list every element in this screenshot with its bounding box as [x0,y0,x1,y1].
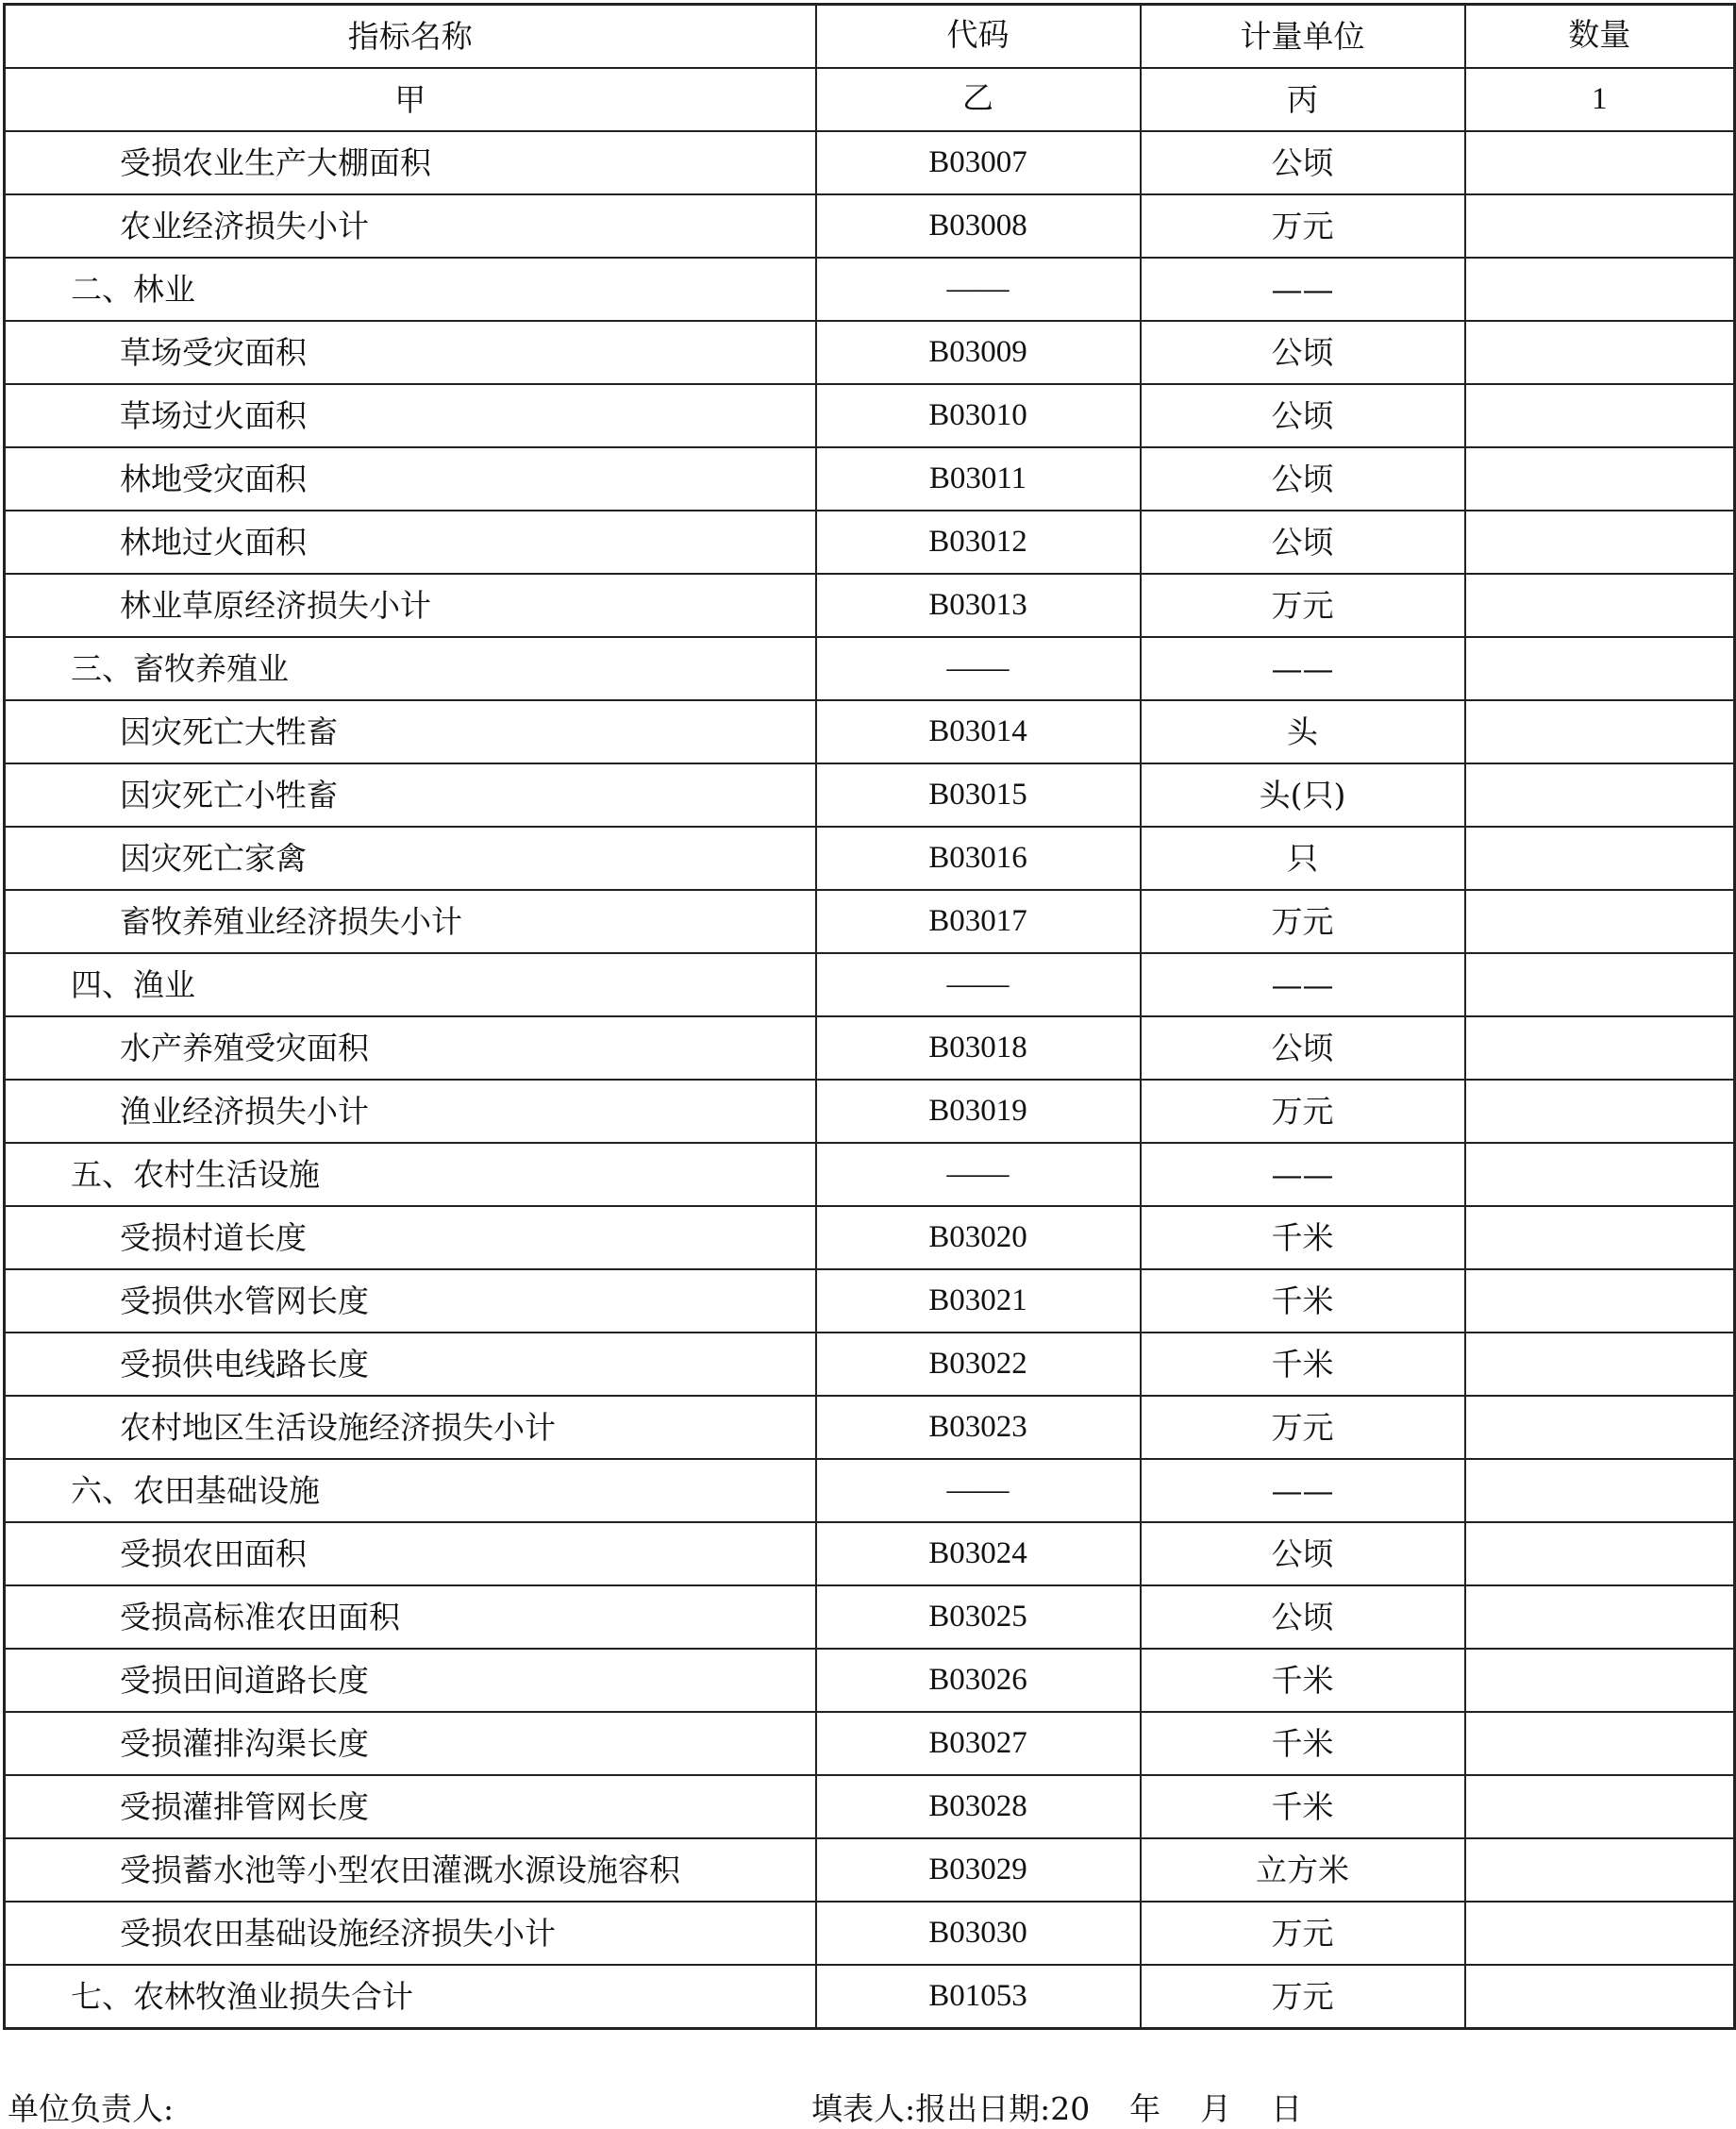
indicator-code-cell: B03015 [816,763,1141,827]
indicator-name-cell: 三、畜牧养殖业 [5,637,816,700]
indicator-code-cell: B03020 [816,1206,1141,1269]
unit-cell: 公顷 [1141,1016,1465,1080]
indicator-name-cell: 草场过火面积 [5,384,816,447]
unit-cell: 万元 [1141,1396,1465,1459]
table-row [5,700,1735,763]
indicator-name-cell: 受损田间道路长度 [5,1649,816,1712]
quantity-cell [1465,384,1735,447]
indicator-name-cell: 林地过火面积 [5,511,816,574]
footer-unit-head: 单位负责人: [8,2090,175,2127]
indicator-code-cell: B03029 [816,1838,1141,1902]
indicator-code-cell: B03019 [816,1080,1141,1143]
quantity-cell [1465,258,1735,321]
header-code-cell: 代码 [816,5,1141,69]
quantity-cell [1465,637,1735,700]
table-row [5,1206,1735,1269]
indicator-code-cell: —— [816,1459,1141,1522]
indicator-name-cell: 水产养殖受灾面积 [5,1016,816,1080]
unit-cell: 千米 [1141,1269,1465,1333]
indicator-name-cell: 因灾死亡小牲畜 [5,763,816,827]
indicator-name-cell: 受损供水管网长度 [5,1269,816,1333]
table-row [5,827,1735,890]
unit-cell: 头 [1141,700,1465,763]
quantity-cell [1465,1459,1735,1522]
unit-cell: 万元 [1141,1902,1465,1965]
unit-cell: 万元 [1141,194,1465,258]
quantity-cell [1465,700,1735,763]
indicator-code-cell: —— [816,258,1141,321]
quantity-cell [1465,1585,1735,1649]
unit-cell: 公顷 [1141,1585,1465,1649]
unit-cell: —— [1141,953,1465,1016]
indicator-code-cell: B01053 [816,1965,1141,2029]
indicator-code-cell: B03024 [816,1522,1141,1585]
indicator-code-cell: —— [816,953,1141,1016]
table-row [5,447,1735,511]
table-row [5,763,1735,827]
quantity-cell [1465,1269,1735,1333]
quantity-cell [1465,763,1735,827]
quantity-cell [1465,827,1735,890]
unit-cell: 公顷 [1141,384,1465,447]
indicator-name-cell: 受损供电线路长度 [5,1333,816,1396]
indicator-name-cell: 受损蓄水池等小型农田灌溉水源设施容积 [5,1838,816,1902]
table-row [5,1459,1735,1522]
indicator-name-cell: 林地受灾面积 [5,447,816,511]
indicator-code-cell: B03021 [816,1269,1141,1333]
unit-cell: 千米 [1141,1333,1465,1396]
quantity-cell [1465,1333,1735,1396]
table-row [5,1838,1735,1902]
table-row [5,890,1735,953]
indicator-name-cell: 受损村道长度 [5,1206,816,1269]
indicator-code-cell: —— [816,637,1141,700]
unit-cell: —— [1141,637,1465,700]
indicator-code-cell: B03014 [816,700,1141,763]
header-name-cell: 指标名称 [5,5,816,69]
quantity-cell [1465,1965,1735,2029]
table-row [5,1649,1735,1712]
table-row [5,321,1735,384]
indicator-name-cell: 草场受灾面积 [5,321,816,384]
indicator-name-cell: 受损农田面积 [5,1522,816,1585]
header-unit-cell: 计量单位 [1141,5,1465,69]
indicator-name-cell: 受损农田基础设施经济损失小计 [5,1902,816,1965]
table-row [5,1269,1735,1333]
indicator-code-cell: B03008 [816,194,1141,258]
quantity-cell [1465,1649,1735,1712]
quantity-cell [1465,131,1735,194]
subheader-unit-cell: 丙 [1141,68,1465,131]
header-row [5,5,1735,69]
quantity-cell [1465,1712,1735,1775]
unit-cell: 万元 [1141,890,1465,953]
table-row [5,511,1735,574]
quantity-cell [1465,1396,1735,1459]
indicator-code-cell: B03009 [816,321,1141,384]
indicator-name-cell: 四、渔业 [5,953,816,1016]
indicator-name-cell: 林业草原经济损失小计 [5,574,816,637]
unit-cell: 万元 [1141,1080,1465,1143]
quantity-cell [1465,1143,1735,1206]
table-row [5,1016,1735,1080]
quantity-cell [1465,890,1735,953]
quantity-cell [1465,953,1735,1016]
table-row [5,194,1735,258]
table-row [5,953,1735,1016]
unit-cell: 千米 [1141,1206,1465,1269]
indicator-code-cell: B03017 [816,890,1141,953]
indicator-name-cell: 受损灌排沟渠长度 [5,1712,816,1775]
table-row [5,258,1735,321]
indicator-code-cell: B03025 [816,1585,1141,1649]
header-qty-cell: 数量 [1465,5,1735,69]
table-row [5,1775,1735,1838]
indicator-name-cell: 五、农村生活设施 [5,1143,816,1206]
quantity-cell [1465,574,1735,637]
indicator-code-cell: B03022 [816,1333,1141,1396]
indicator-code-cell: B03016 [816,827,1141,890]
indicator-code-cell: B03010 [816,384,1141,447]
quantity-cell [1465,1080,1735,1143]
indicator-name-cell: 因灾死亡家禽 [5,827,816,890]
unit-cell: 千米 [1141,1649,1465,1712]
table-row [5,574,1735,637]
unit-cell: 立方米 [1141,1838,1465,1902]
indicator-name-cell: 七、农林牧渔业损失合计 [5,1965,816,2029]
quantity-cell [1465,321,1735,384]
table-row [5,384,1735,447]
indicator-name-cell: 农村地区生活设施经济损失小计 [5,1396,816,1459]
indicator-code-cell: B03023 [816,1396,1141,1459]
table-row [5,1396,1735,1459]
indicator-code-cell: B03027 [816,1712,1141,1775]
quantity-cell [1465,511,1735,574]
unit-cell: —— [1141,258,1465,321]
subheader-code-cell: 乙 [816,68,1141,131]
unit-cell: 公顷 [1141,447,1465,511]
table-row [5,1902,1735,1965]
unit-cell: 千米 [1141,1712,1465,1775]
table-row [5,1965,1735,2029]
unit-cell: 公顷 [1141,321,1465,384]
subheader-name-cell: 甲 [5,68,816,131]
indicator-code-cell: B03028 [816,1775,1141,1838]
quantity-cell [1465,1775,1735,1838]
unit-cell: 万元 [1141,574,1465,637]
table-row [5,131,1735,194]
indicator-code-cell: B03026 [816,1649,1141,1712]
unit-cell: —— [1141,1459,1465,1522]
table-row [5,1522,1735,1585]
table-row [5,1080,1735,1143]
footer-filler-date: 填表人:报出日期:20 年 月 日 [811,2090,1303,2127]
table-row [5,1585,1735,1649]
indicator-name-cell: 农业经济损失小计 [5,194,816,258]
quantity-cell [1465,194,1735,258]
indicator-name-cell: 二、林业 [5,258,816,321]
indicator-name-cell: 渔业经济损失小计 [5,1080,816,1143]
subheader-row [5,68,1735,131]
table-row [5,1143,1735,1206]
unit-cell: 头(只) [1141,763,1465,827]
indicator-code-cell: B03012 [816,511,1141,574]
quantity-cell [1465,1838,1735,1902]
indicator-code-cell: —— [816,1143,1141,1206]
indicator-name-cell: 六、农田基础设施 [5,1459,816,1522]
unit-cell: 公顷 [1141,1522,1465,1585]
quantity-cell [1465,447,1735,511]
indicator-code-cell: B03018 [816,1016,1141,1080]
table-row [5,637,1735,700]
unit-cell: 公顷 [1141,131,1465,194]
unit-cell: 公顷 [1141,511,1465,574]
quantity-cell [1465,1902,1735,1965]
unit-cell: —— [1141,1143,1465,1206]
indicator-name-cell: 受损高标准农田面积 [5,1585,816,1649]
quantity-cell [1465,1016,1735,1080]
indicator-code-cell: B03007 [816,131,1141,194]
indicator-name-cell: 受损灌排管网长度 [5,1775,816,1838]
indicator-code-cell: B03011 [816,447,1141,511]
indicator-name-cell: 畜牧养殖业经济损失小计 [5,890,816,953]
indicator-code-cell: B03030 [816,1902,1141,1965]
indicator-name-cell: 受损农业生产大棚面积 [5,131,816,194]
quantity-cell [1465,1206,1735,1269]
unit-cell: 千米 [1141,1775,1465,1838]
unit-cell: 只 [1141,827,1465,890]
stats-table [3,3,1736,2030]
table-body [5,5,1735,2029]
indicator-code-cell: B03013 [816,574,1141,637]
unit-cell: 万元 [1141,1965,1465,2029]
table-row [5,1712,1735,1775]
quantity-cell [1465,1522,1735,1585]
indicator-name-cell: 因灾死亡大牲畜 [5,700,816,763]
subheader-qty-cell: 1 [1465,68,1735,131]
table-row [5,1333,1735,1396]
